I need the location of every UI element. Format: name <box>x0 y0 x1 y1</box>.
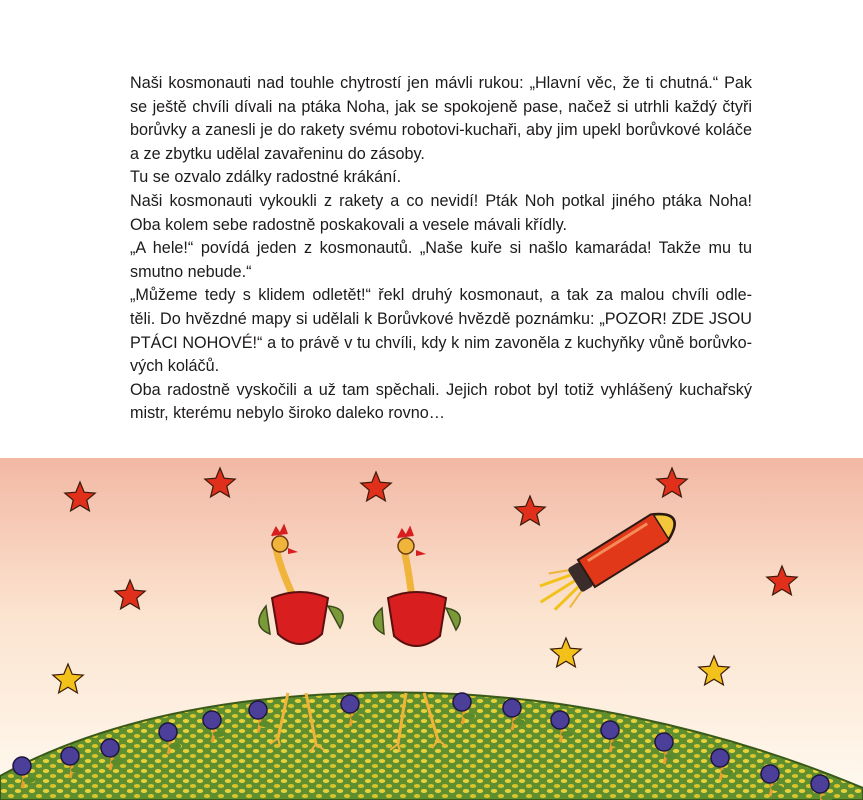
paragraph-2 <box>112 166 752 190</box>
text-line: smutno nebude.“ <box>130 262 252 281</box>
text-line: mistr, kterému nebylo široko daleko rovno… <box>130 404 445 423</box>
text-line: se ještě chvíli dívali na ptáka Noha, jak se spokojeně pase, načež si utrhli každý čtyři <box>130 97 752 116</box>
text-line: vých koláčů. <box>130 357 220 376</box>
paragraph-5 <box>112 284 752 378</box>
text-line: Tu se ozvalo zdálky radostné krákání. <box>130 168 402 187</box>
text-line: těli. Do hvězdné mapy si udělali k Borůvkové hvězdě poznámku: „POZOR! ZDE JSOU <box>130 309 752 328</box>
text-line: a ze zbytku udělal zavařeninu do zásoby. <box>130 144 425 163</box>
text-line: Oba radostně vyskočili a už tam spěchali. Jejich robot byl totiž vyhlášený kuchařský <box>130 380 752 399</box>
text-line: „Můžeme tedy s klidem odletět!“ řekl druhý kosmonaut, a tak za malou chvíli odle- <box>130 286 752 305</box>
paragraph-3 <box>112 190 752 237</box>
paragraph-6 <box>112 379 752 426</box>
text-line: Naši kosmonauti vykoukli z rakety a co nevidí! Pták Noh potkal jiného ptáka Noha! <box>130 191 752 210</box>
text-line: borůvky a zanesli je do rakety svému robotovi-kuchaři, aby jim upekl borůvkové koláče <box>130 121 752 140</box>
text-line: PTÁCI NOHOVÉ!“ a to právě v tu chvíli, kdy k nim zavoněla z kuchyňky vůně borůvko- <box>130 333 752 352</box>
paragraph-1 <box>112 72 752 166</box>
text-line: Oba kolem sebe radostně poskakovali a vesele mávali křídly. <box>130 215 567 234</box>
text-line: „A hele!“ povídá jeden z kosmonautů. „Naše kuře si našlo kamaráda! Takže mu tu <box>130 239 752 258</box>
paragraph-4 <box>112 237 752 284</box>
illustration-image <box>0 458 863 800</box>
story-text <box>112 72 752 426</box>
text-line: Naši kosmonauti nad touhle chytrostí jen mávli rukou: „Hlavní věc, že ti chutná.“ Pak <box>130 74 752 92</box>
